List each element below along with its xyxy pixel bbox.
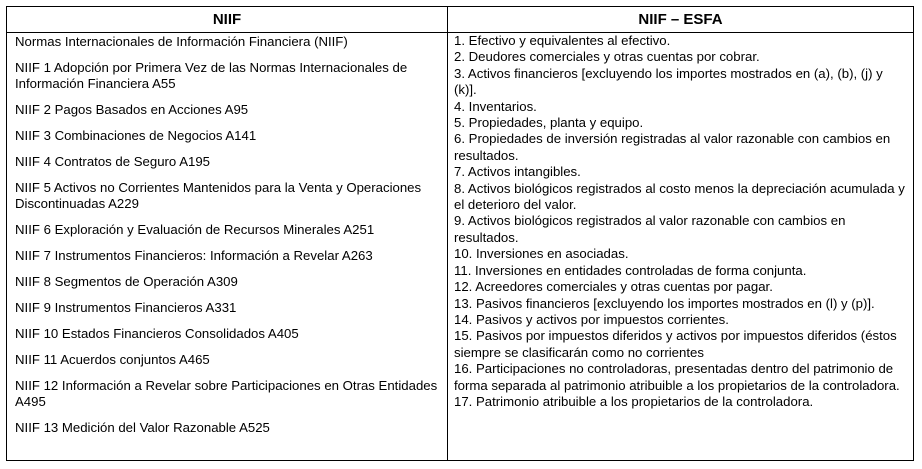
esfa-item: 17. Patrimonio atribuible a los propietarios de la controladora. <box>454 393 814 409</box>
esfa-item: 2. Deudores comerciales y otras cuentas por cobrar. <box>454 49 760 65</box>
niif-list <box>15 34 439 436</box>
niif-item: NIIF 9 Instrumentos Financieros A331 <box>15 300 237 315</box>
esfa-item: 10. Inversiones en asociadas. <box>454 246 629 262</box>
comparison-table <box>6 6 914 461</box>
esfa-item: 15. Pasivos por impuestos diferidos y activos por impuestos diferidos (éstos siempre se clasificarán como no corrientes <box>454 328 897 360</box>
niif-item: NIIF 10 Estados Financieros Consolidados A405 <box>15 326 299 341</box>
esfa-item: 6. Propiedades de inversión registradas al valor razonable con cambios en resultados. <box>454 131 891 163</box>
esfa-column <box>448 33 913 460</box>
niif-item: NIIF 5 Activos no Corrientes Mantenidos para la Venta y Operaciones Discontinuadas A229 <box>15 180 422 211</box>
esfa-item: 5. Propiedades, planta y equipo. <box>454 115 644 131</box>
niif-item: NIIF 2 Pagos Basados en Acciones A95 <box>15 102 249 117</box>
niif-item: NIIF 4 Contratos de Seguro A195 <box>15 154 210 169</box>
niif-item: NIIF 12 Información a Revelar sobre Participaciones en Otras Entidades A495 <box>15 378 438 409</box>
header-niif-esfa: NIIF – ESFA <box>448 7 913 33</box>
esfa-item: 3. Activos financieros [excluyendo los importes mostrados en (a), (b), (j) y (k)]. <box>454 65 883 98</box>
niif-item: NIIF 11 Acuerdos conjuntos A465 <box>15 352 210 367</box>
esfa-item: 14. Pasivos y activos por impuestos corrientes. <box>454 311 729 327</box>
esfa-item: 4. Inventarios. <box>454 98 537 114</box>
esfa-list <box>454 33 905 410</box>
niif-item: NIIF 1 Adopción por Primera Vez de las Normas Internacionales de Información Financiera A55 <box>15 60 408 91</box>
niif-item: NIIF 3 Combinaciones de Negocios A141 <box>15 128 257 143</box>
esfa-item: 8. Activos biológicos registrados al costo menos la depreciación acumulada y el deterioro del valor. <box>454 180 905 213</box>
esfa-item: 13. Pasivos financieros [excluyendo los importes mostrados en (l) y (p)]. <box>454 295 875 311</box>
niif-column <box>7 33 448 460</box>
esfa-item: 12. Acreedores comerciales y otras cuentas por pagar. <box>454 279 773 295</box>
niif-item: NIIF 7 Instrumentos Financieros: Información a Revelar A263 <box>15 248 373 263</box>
esfa-item: 1. Efectivo y equivalentes al efectivo. <box>454 33 671 48</box>
niif-item: NIIF 13 Medición del Valor Razonable A525 <box>15 420 270 435</box>
esfa-item: 9. Activos biológicos registrados al valor razonable con cambios en resultados. <box>454 213 846 245</box>
niif-item: Normas Internacionales de Información Financiera (NIIF) <box>15 34 348 49</box>
esfa-item: 11. Inversiones en entidades controladas de forma conjunta. <box>454 262 807 278</box>
niif-item: NIIF 6 Exploración y Evaluación de Recursos Minerales A251 <box>15 222 375 237</box>
esfa-item: 7. Activos intangibles. <box>454 164 581 180</box>
header-niif: NIIF <box>7 7 448 33</box>
niif-item: NIIF 8 Segmentos de Operación A309 <box>15 274 238 289</box>
esfa-item: 16. Participaciones no controladoras, presentadas dentro del patrimonio de forma separada al patrimonio atribuible a los propietarios de la controladora. <box>454 361 900 393</box>
